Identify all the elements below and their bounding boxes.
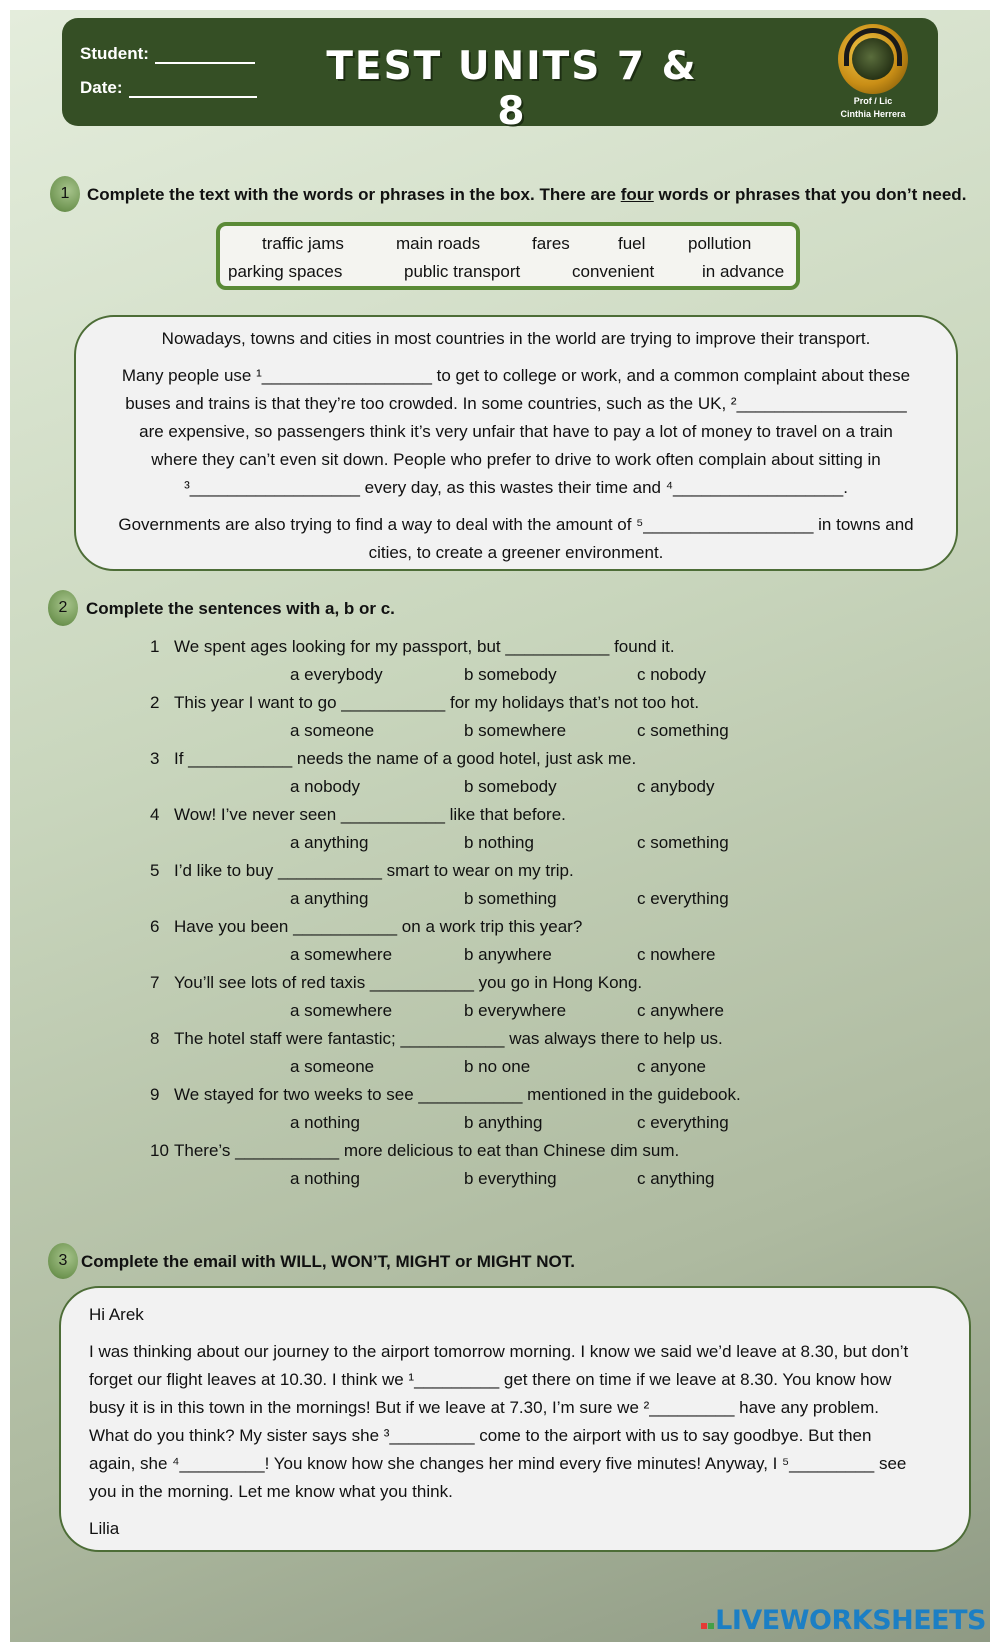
option-a[interactable]: a anything [290, 889, 369, 908]
option-a[interactable]: a nothing [290, 1169, 360, 1188]
word-fares: fares [532, 234, 570, 253]
option-c[interactable]: c something [637, 833, 729, 852]
option-c[interactable]: c nowhere [637, 945, 716, 964]
section-3-title: Complete the email with WILL, WON’T, MIGHT or MIGHT NOT. [81, 1252, 575, 1271]
sentence-text: Have you been ___________ on a work trip this year? [174, 917, 583, 936]
section-2-title: Complete the sentences with a, b or c. [86, 599, 395, 618]
section-3-number: 3 [48, 1243, 78, 1279]
date-input-line[interactable] [129, 96, 257, 98]
sentence-text: If ___________ needs the name of a good hotel, just ask me. [174, 749, 637, 768]
headphones-globe-icon [838, 24, 908, 94]
option-b[interactable]: b anything [464, 1113, 543, 1132]
student-input-line[interactable] [155, 62, 255, 64]
student-label: Student: [80, 44, 149, 63]
option-c[interactable]: c everything [637, 889, 729, 908]
email-line: I was thinking about our journey to the airport tomorrow morning. I know we said we’d leave at 8.30, but don’t [89, 1342, 909, 1361]
email-line: again, she ⁴_________! You know how she changes her mind every five minutes! Anyway, I ⁵_________ see [89, 1454, 907, 1473]
sentence-text: Wow! I’ve never seen ___________ like that before. [174, 805, 566, 824]
text-line: cities, to create a greener environment. [368, 543, 664, 562]
section-1-title-post: words or phrases that you don’t need. [653, 185, 967, 204]
sentence-text: You’ll see lots of red taxis ___________ you go in Hong Kong. [174, 973, 643, 992]
sentence-number: 1 [150, 637, 160, 656]
option-b[interactable]: b nothing [464, 833, 534, 852]
email-line: What do you think? My sister says she ³_________ come to the airport with us to say goodbye. But then [89, 1426, 872, 1445]
text-line: ³__________________ every day, as this wastes their time and ⁴__________________. [184, 478, 848, 497]
student-field [80, 44, 255, 64]
logo-caption-2: Cinthia Herrera [840, 109, 906, 119]
option-c[interactable]: c anywhere [637, 1001, 724, 1020]
option-b[interactable]: b somewhere [464, 721, 567, 740]
sentence-number: 6 [150, 917, 160, 936]
section-2-number: 2 [48, 590, 78, 626]
header-banner [62, 18, 938, 134]
section-1-number: 1 [50, 176, 80, 212]
option-c[interactable]: c anything [637, 1169, 715, 1188]
text-line: Many people use ¹__________________ to get to college or work, and a common complaint about these [121, 366, 911, 385]
option-a[interactable]: a nobody [290, 777, 360, 796]
date-label: Date: [80, 78, 123, 97]
text-line: Nowadays, towns and cities in most countries in the world are trying to improve their transport. [161, 329, 871, 348]
text-line: are expensive, so passengers think it’s very unfair that have to pay a lot of money to travel on a train [139, 422, 893, 441]
word-public-transport: public transport [404, 262, 521, 281]
sentence-text: The hotel staff were fantastic; ___________ was always there to help us. [174, 1029, 723, 1048]
sentence-number: 2 [150, 693, 160, 712]
text-line: buses and trains is that they’re too crowded. In some countries, such as the UK, ²__________________ [125, 394, 907, 413]
section-1-title-underlined: four [620, 185, 654, 204]
email-greeting: Hi Arek [89, 1305, 144, 1324]
option-c[interactable]: c everything [637, 1113, 729, 1132]
email-line: you in the morning. Let me know what you think. [89, 1482, 453, 1501]
option-a[interactable]: a anything [290, 833, 369, 852]
option-a[interactable]: a nothing [290, 1113, 360, 1132]
page-title: TEST UNITS 7 & 8 [326, 44, 698, 134]
word-pollution: pollution [688, 234, 752, 253]
word-box [216, 222, 800, 290]
email-box [59, 1286, 971, 1552]
brand-square-icon [701, 1623, 707, 1629]
sentence-number: 3 [150, 749, 160, 768]
sentence-text: I’d like to buy ___________ smart to wear on my trip. [174, 861, 574, 880]
word-parking-spaces: parking spaces [228, 262, 343, 281]
text-line: where they can’t even sit down. People who prefer to drive to work often complain about sitting in [151, 450, 881, 469]
sentence-number: 4 [150, 805, 160, 824]
logo [830, 24, 916, 120]
word-traffic-jams: traffic jams [262, 234, 344, 253]
email-line: forget our flight leaves at 10.30. I think we ¹_________ get there on time if we leave at 8.30. You know how [89, 1370, 892, 1389]
transport-text-box [74, 315, 958, 571]
option-b[interactable]: b everything [464, 1169, 557, 1188]
option-b[interactable]: b somebody [464, 777, 557, 796]
option-a[interactable]: a somewhere [290, 1001, 393, 1020]
date-field [80, 78, 257, 98]
logo-caption-1: Prof / Lic [853, 96, 893, 106]
brand-square-icon [708, 1623, 714, 1629]
option-c[interactable]: c anybody [637, 777, 715, 796]
word-convenient: convenient [572, 262, 655, 281]
option-c[interactable]: c something [637, 721, 729, 740]
sentence-number: 10 [150, 1141, 169, 1160]
option-b[interactable]: b anywhere [464, 945, 552, 964]
option-a[interactable]: a everybody [290, 665, 383, 684]
option-a[interactable]: a someone [290, 1057, 375, 1076]
option-a[interactable]: a someone [290, 721, 375, 740]
word-in-advance: in advance [702, 262, 785, 281]
word-fuel: fuel [618, 234, 646, 253]
sentence-text: We stayed for two weeks to see ___________ mentioned in the guidebook. [174, 1085, 741, 1104]
email-signature: Lilia [89, 1519, 120, 1538]
section-1-title [87, 185, 966, 205]
word-main-roads: main roads [396, 234, 481, 253]
option-c[interactable]: c anyone [637, 1057, 706, 1076]
option-c[interactable]: c nobody [637, 665, 706, 684]
text-line: Governments are also trying to find a way to deal with the amount of ⁵__________________ in towns and [118, 515, 914, 534]
sentence-number: 9 [150, 1085, 160, 1104]
sentence-text: This year I want to go ___________ for my holidays that’s not too hot. [174, 693, 700, 712]
option-b[interactable]: b somebody [464, 665, 557, 684]
section-1-title-pre: Complete the text with the words or phrases in the box. There are [87, 185, 621, 204]
sentence-number: 8 [150, 1029, 160, 1048]
option-b[interactable]: b something [464, 889, 557, 908]
sentence-text: We spent ages looking for my passport, but ___________ found it. [174, 637, 675, 656]
liveworksheets-logo [701, 1605, 986, 1635]
option-a[interactable]: a somewhere [290, 945, 393, 964]
option-b[interactable]: b no one [464, 1057, 531, 1076]
sentence-number: 7 [150, 973, 160, 992]
sentence-number: 5 [150, 861, 160, 880]
sentence-text: There’s ___________ more delicious to eat than Chinese dim sum. [174, 1141, 680, 1160]
option-b[interactable]: b everywhere [464, 1001, 567, 1020]
email-line: busy it is in this town in the mornings! But if we leave at 7.30, I’m sure we ²_________ have any problem. [89, 1398, 879, 1417]
brand-text: LIVEWORKSHEETS [715, 1605, 986, 1636]
